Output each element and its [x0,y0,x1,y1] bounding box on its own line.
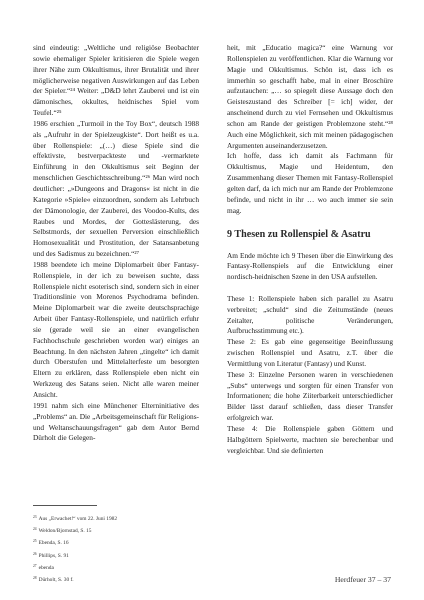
body-paragraph: Ich hoffe, dass ich damit als Fachmann für Okkultismus, Magie und Heidentum, den Zusammenhang dieser Themen mit Fantasy-Rollenspiel gelten darf, da ich mich nur am Rande der Problemzone befinde, und nicht in ihr … wo auch immer sie sein mag. [227,151,393,215]
footnote-text: Ebenda, S. 16 [38,540,69,547]
footnote-text: ebenda [38,564,54,571]
section-heading: 9 Thesen zu Rollenspiel & Asatru [227,228,371,240]
footnote-number: 24 [33,527,37,532]
footnote-number: 23 [33,515,37,519]
footnote-text: Phillips, S. 91 [38,552,69,559]
footnote [33,512,203,524]
footnote [33,561,203,573]
body-paragraph: Am Ende möchte ich 9 Thesen über die Einwirkung des Fantasy-Rollenspiels auf die Entwicklung einer nordisch-heidnischen Szene in den USA aufstellen. [227,250,393,282]
thesis-paragraph: These 3: Einzelne Personen waren in verschiedenen „Subs“ unterwegs und sorgten für einen Transfer von Informationen; die hohe Ziiterbarkeit unterschiedlicher Bilder lässt darauf schließen, dass dieser Transfer erfolgreich war. [227,369,393,423]
body-paragraph: heit, mit „Educatio magica?“ eine Warnung vor Rollenspielen zu veröffentlichen. Klar die Warnung vor Magie und Okkultismus. Schön ist, dass ich es immerhin so geschafft habe, mal in einer Broschüre aufzutauchen: „… so spiegelt diese Aussage doch den Geisteszustand des Schreiber [= ich] wider, der anscheinend durch zu viel Fernsehen und Okkultismus schon am Rande der geistigen Problemzone steht.“²⁸ Auch eine Möglichkeit, sich mit meinen pädagogischen Argumenten auseinanderzusetzen. [227,43,393,150]
thesis-paragraph: These 4: Die Rollenspiele gaben Göttern und Halbgöttern Spielwerte, machten sie berechenbar und vergleichbar. Und sie definierten [227,423,393,455]
footnote-number: 27 [33,563,37,568]
body-paragraph: 1986 erschien „Turmoil in the Toy Box“, deutsch 1988 als „Aufruhr in der Spielzeugkiste“. Dort heißt es u.a. über Rollenspiele: „(…) diese Spiele sind die effektivste, bestverpackteste und -vermarktete Einführung in den Okkultismus seit Beginn der menschlichen Geschichtsschreibung.“²⁶ Man wird noch deutlicher: „»Dungeons and Dragons« ist nicht in die Kategorie »Spiele« einzuordnen, sondern als Lehrbuch der Dämonologie, der Zauberei, des Voodoo-Kults, des Raubes und Mordes, der Gotteslästerung, des Selbstmords, der sexuellen Perversion einschließlich Homosexualität und Prostitution, der Satansanbetung und des Sadismus zu bezeichnen.“²⁷ [33,118,199,259]
footnote [33,549,203,561]
right-column [227,43,393,456]
body-paragraph: sind eindeutig: „Weltliche und religiöse Beobachter sowie ehemaliger Spieler kritisieren die Spiele wegen ihrer Nähe zum Okkultismus, ihrer Brutalität und ihrer möglicherweise negativen Auswirkungen auf das Leben der Spieler.“²⁴ Weiter: „D&D lehrt Zauberei und ist ein dämonisches, okkultes, heidnisches Spiel vom Teufel.“²⁵ [33,43,199,118]
thesis-paragraph: These 1: Rollenspiele haben sich parallel zu Asatru verbreitet; „schuld“ sind die Zeitumstände (neues Zeitalter, politische Veränderungen, Aufbruchsstimmung etc.). [227,293,393,336]
footnote-text: Dürholt, S. 30 f. [38,577,74,584]
footnote-text: Aus „Erwachet!“ vom 22. Juni 1982 [38,516,118,522]
footnote-rule [33,505,97,506]
left-column [33,43,199,444]
footnotes [33,512,203,585]
footnote [33,536,203,548]
footnote [33,573,203,585]
body-paragraph: 1988 beendete ich meine Diplomarbeit über Fantasy-Rollenspiele, in der ich zu beweisen suchte, dass Rollenspiele nicht esoterisch sind, sondern sich in einer Traditionslinie von Morenos Psychodrama befinden. Meine Diplomarbeit war die zweite deutschsprachige Arbeit über Fantasy-Rollenspiele, und natürlich erfuhr sie (gerade weil sie an einer evangelischen Fachhochschule geschrieben worden war) einiges an Beachtung. In den nächsten Jahren „tingelte“ ich damit durch Oberstufen und Mittelalterfeste um besorgten Eltern zu erklären, dass Rollenspiele eben nicht ein Werkzeug des Satans seien. Nicht alle waren meiner Ansicht. [33,259,199,399]
footnote-number: 28 [33,576,37,581]
thesis-paragraph: These 2: Es gab eine gegenseitige Beeinflussung zwischen Rollenspiel und Asatru, z.T. über die Vermittlung von Literatur (Fantasy) und Kunst. [227,337,393,368]
body-paragraph: 1991 nahm sich eine Münchener Elterninitiative des „Problems“ an. Die „Arbeitsgemeinschaft für Religions- und Weltanschauungsfragen“ gab dem Autor Bernd Dürholt die Gelegen- [33,400,200,443]
page-folio: Herdfeuer 37 – 37 [334,575,391,584]
footnote-number: 26 [33,551,37,556]
footnote-text: Weldon/Bjornstad, S. 15 [38,528,92,535]
footnote [33,524,203,536]
footnote-number: 25 [33,539,37,544]
